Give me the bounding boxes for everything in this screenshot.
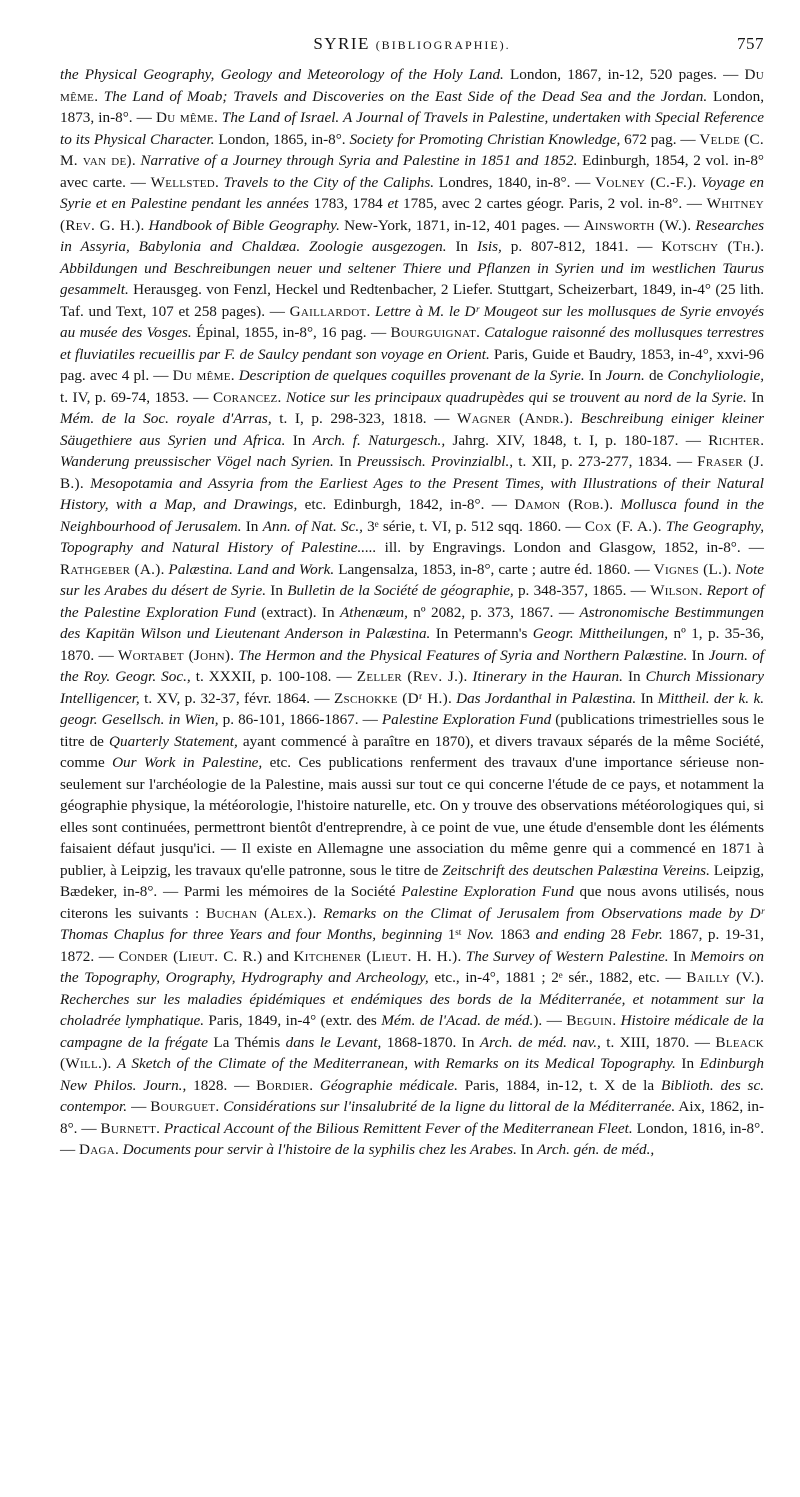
- author-name: Zschokke (Dʳ H.): [333, 689, 448, 707]
- work-title: Memoirs on the Topography, Orography, Hydrography and Archeology,: [60, 947, 765, 986]
- citation-text: .: [215, 173, 224, 191]
- work-title: Remarks on the Climat of Jerusalem from Observations made by Dʳ Thomas Chaplus for three Years and four Months, beginning: [60, 904, 764, 943]
- citation-text: .: [447, 689, 457, 707]
- work-title: Arch. f. Naturgesch.,: [312, 431, 446, 449]
- author-name: Burnett: [100, 1119, 157, 1137]
- work-title: Mesopotamia and Assyria from the Earliest Ages to the Present Times, with Illustrations of their Natural History, with a Map, and Drawings,: [60, 474, 764, 513]
- author-name: Wellsted: [150, 173, 216, 191]
- page-number: 757: [737, 34, 764, 53]
- work-title: Church Missionary Intelligencer,: [60, 668, 765, 707]
- citation-text: In: [516, 1141, 538, 1158]
- citation-text: .: [609, 496, 621, 513]
- citation-text: t. XIII, 1870. —: [600, 1033, 716, 1051]
- citation-text: In: [266, 582, 288, 599]
- citation-text: 1828. —: [186, 1076, 257, 1094]
- citation-text: .: [657, 517, 666, 535]
- work-title: Description de quelques coquilles provenant de la Syrie.: [238, 367, 585, 384]
- citation-text: .: [698, 582, 707, 599]
- citation-text: 1868-1870. In: [381, 1033, 480, 1051]
- work-title: Considérations sur l'insalubrité de la ligne du littoral de la Méditerranée.: [223, 1098, 676, 1115]
- work-title: the Physical Geography, Geology and Meteorology of the Holy Land.: [60, 66, 504, 83]
- work-title: Journ.: [605, 367, 645, 384]
- citation-text: 3ᵉ série, t. VI, p. 512 sqq. 1860. —: [362, 517, 585, 535]
- author-name: Gaillardot: [289, 302, 367, 320]
- citation-text: London, 1816, in-8°. —: [60, 1119, 764, 1158]
- work-title: Edinburgh New Philos. Journ.,: [60, 1055, 764, 1094]
- citation-text: Paris, Guide et Baudry, 1853, in-4°, xxvi-96 pag. avec 4 pl. —: [60, 345, 764, 384]
- citation-text: and: [262, 947, 294, 965]
- citation-text: t. IV, p. 69-74, 1853. —: [60, 388, 213, 406]
- citation-text: In: [285, 431, 313, 449]
- citation-text: t. I, p. 298-323, 1818. —: [271, 410, 458, 427]
- work-title: The Survey of Western Palestine.: [465, 947, 669, 965]
- work-title: Athenæum,: [339, 603, 408, 621]
- citation-text: 672 pag. —: [620, 130, 700, 148]
- citation-text: In: [333, 453, 357, 470]
- citation-text: nº 2082, p. 373, 1867. —: [407, 603, 580, 621]
- author-name: Du même: [172, 367, 231, 384]
- work-title: Practical Account of the Bilious Remittent Fever of the Mediterranean Fleet.: [163, 1119, 633, 1137]
- citation-text: In: [622, 668, 646, 685]
- work-title: Das Jordanthal in Palæstina.: [456, 689, 637, 707]
- work-title: Researches in Assyria, Babylonia and Chaldæa. Zoologie ausgezogen.: [60, 216, 765, 255]
- citation-text: que nous avons utilisés, nous citerons les suivants :: [60, 883, 764, 922]
- citation-text: In: [584, 367, 606, 384]
- citation-text: Langensalza, 1853, in-8°, carte ; autre éd. 1860. —: [334, 560, 654, 578]
- work-title: et: [387, 195, 399, 212]
- author-name: Du même: [60, 66, 764, 105]
- citation-text: (extract). In: [255, 603, 340, 621]
- citation-text: .: [230, 367, 239, 384]
- author-name: Whitney (Rev. G. H.): [60, 195, 764, 234]
- work-title: Histoire médicale de la campagne de la frégate: [60, 1012, 765, 1051]
- citation-text: Paris, 1849, in-4° (extr. des: [204, 1012, 382, 1029]
- author-name: Beguin: [566, 1012, 613, 1029]
- author-name: Bourguignat: [390, 324, 477, 341]
- author-name: Rathgeber (A.): [60, 560, 161, 578]
- citation-text: London, 1865, in-8°.: [214, 130, 350, 148]
- work-title: Wanderung preussischer Vögel nach Syrien.: [60, 453, 334, 470]
- citation-text: .: [463, 668, 473, 685]
- work-title: Palæstina. Land and Work.: [168, 560, 335, 578]
- work-title: Biblioth. des sc. contempor.: [60, 1076, 765, 1115]
- author-name: Wagner (Andr.): [457, 410, 570, 427]
- work-title: Preussisch. Provinzialbl.,: [356, 453, 514, 470]
- author-name: Corancez: [213, 388, 278, 406]
- author-name: Zeller (Rev. J.): [356, 668, 464, 685]
- citation-text: etc. Edinburgh, 1842, in-8°. —: [297, 496, 515, 513]
- work-title: Notice sur les principaux quadrupèdes qui se trouvent au nord de la Syrie.: [285, 388, 747, 406]
- citation-text: .: [309, 1076, 320, 1094]
- work-title: Journ. of the Roy. Geogr. Soc.,: [60, 646, 765, 685]
- work-title: Beschreibung einiger kleiner Säugethiere aus Syrien und Africa.: [60, 410, 764, 449]
- citation-text: .: [160, 560, 169, 578]
- citation-text: La Thémis: [207, 1033, 286, 1051]
- work-title: Febr.: [631, 926, 663, 943]
- work-title: Astronomische Bestimmungen des Kapitän Wilson und Lieutenant Anderson in Palæstina.: [60, 603, 764, 642]
- citation-text: p. 348-357, 1865. —: [513, 582, 651, 599]
- work-title: Mollusca found in the Neighbourhood of Jerusalem.: [60, 496, 764, 535]
- running-title-subtitle: (BIBLIOGRAPHIE).: [375, 38, 511, 52]
- citation-text: .: [94, 87, 104, 105]
- citation-text: .: [215, 1098, 224, 1115]
- citation-text: .: [476, 324, 485, 341]
- citation-text: Jahrg. XIV, 1848, t. I, p. 180-187. —: [445, 431, 709, 449]
- citation-text: 1ˢᵗ: [442, 926, 467, 943]
- citation-text: .: [140, 216, 149, 234]
- work-title: Handbook of Bible Geography.: [148, 216, 340, 234]
- citation-text: de: [644, 367, 668, 384]
- author-name: Damon (Rob.): [514, 496, 610, 513]
- citation-text: Épinal, 1855, in-8°, 16 pag. —: [191, 324, 391, 341]
- author-name: Kitchener (Lieut. H. H.): [293, 947, 458, 965]
- citation-text: .: [457, 947, 466, 965]
- work-title: and ending: [535, 926, 606, 943]
- citation-text: In: [446, 238, 477, 255]
- citation-text: .: [612, 1012, 621, 1029]
- citation-text: Herausgeg. von Fenzl, Heckel und Redtenbacher, 2 Liefer. Stuttgart, Scheizerbart, 1849, in-4° (25 lith. Taf. und Text, 107 et 258 pages). —: [60, 281, 764, 320]
- author-name: Volney (C.-F.): [595, 173, 693, 191]
- citation-text: .: [230, 646, 239, 664]
- author-name: Bourguet: [150, 1098, 216, 1115]
- citation-text: In: [636, 689, 658, 707]
- work-title: Palestine Exploration Fund: [401, 883, 574, 900]
- work-title: Nov.: [466, 926, 495, 943]
- work-title: Zeitschrift des deutschen Palæstina Vereins.: [442, 861, 710, 879]
- work-title: The Geography, Topography and Natural History of Palestine.....: [60, 517, 764, 556]
- citation-text: New-York, 1871, in-12, 401 pages. —: [339, 216, 584, 234]
- citation-text: ill. by Engravings. London and Glasgow, 1852, in-8°. —: [376, 539, 764, 556]
- work-title: Society for Promoting Christian Knowledge,: [349, 130, 621, 148]
- citation-text: .: [114, 1141, 123, 1158]
- citation-text: .: [277, 388, 286, 406]
- work-title: dans le Levant,: [285, 1033, 382, 1051]
- work-title: Quarterly Statement,: [109, 732, 238, 750]
- author-name: Ainsworth (W.): [583, 216, 688, 234]
- work-title: Mittheil. der k. k. geogr. Gesellsch. in Wien,: [60, 689, 764, 728]
- work-title: Itinerary in the Hauran.: [472, 668, 623, 685]
- work-title: The Hermon and the Physical Features of Syria and Northern Palæstine.: [238, 646, 688, 664]
- work-title: Bulletin de la Société de géographie,: [287, 582, 514, 599]
- work-title: Géographie médicale.: [319, 1076, 458, 1094]
- work-title: Abbildungen und Beschreibungen neuer und seltener Thiere und Pflanzen in Syrien und im westlichen Taurus gesammelt.: [60, 259, 764, 298]
- citation-text: ). —: [533, 1012, 567, 1029]
- work-title: Report of the Palestine Exploration Fund: [60, 582, 765, 621]
- citation-text: .: [131, 152, 141, 169]
- citation-text: 1785, avec 2 cartes géogr. Paris, 2 vol. in-8°. —: [398, 195, 707, 212]
- running-title: [58, 34, 766, 54]
- citation-text: nº 1, p. 35-36, 1870. —: [60, 625, 764, 664]
- work-title: Arch. de méd. nav.,: [479, 1033, 601, 1051]
- work-title: Mém. de la Soc. royale d'Arras,: [60, 410, 272, 427]
- citation-text: p. 807-812, 1841. —: [501, 238, 662, 255]
- citation-text: t. XXXII, p. 100-108. —: [190, 668, 357, 685]
- bibliography-text: [60, 64, 764, 1161]
- citation-text: 1783, 1784: [308, 195, 388, 212]
- citation-text: Edinburgh, 1854, 2 vol. in-8° avec carte. —: [60, 152, 764, 191]
- citation-text: .: [107, 1055, 117, 1072]
- work-title: Conchyliologie,: [667, 367, 765, 384]
- work-title: Lettre à M. le Dʳ Mougeot sur les mollusques de Syrie envoyés au musée des Vosges.: [60, 302, 764, 341]
- author-name: Cox (F. A.): [584, 517, 658, 535]
- author-name: Bleack (Will.): [60, 1033, 764, 1072]
- work-title: The Land of Moab; Travels and Discoveries on the East Side of the Dead Sea and the Jordan.: [103, 87, 708, 105]
- citation-text: t. XV, p. 32-37, févr. 1864. —: [139, 689, 334, 707]
- work-title: Geogr. Mittheilungen,: [532, 625, 669, 642]
- citation-text: .: [760, 969, 764, 986]
- citation-text: Londres, 1840, in-8°. —: [434, 173, 596, 191]
- work-title: Recherches sur les maladies épidémiques et endémiques des bords de la Méditerranée, et notamment sur la choladrée lymphatique.: [60, 990, 764, 1029]
- author-name: Kotschy (Th.): [661, 238, 761, 255]
- citation-text: London, 1867, in-12, 520 pages. —: [503, 66, 745, 83]
- citation-text: In: [746, 388, 765, 406]
- author-name: Vignes (L.): [653, 560, 728, 578]
- citation-text: —: [127, 1098, 151, 1115]
- work-title: Narrative of a Journey through Syria and Palestine in 1851 and 1852.: [140, 152, 578, 169]
- author-name: Bailly (V.): [686, 969, 761, 986]
- citation-text: etc., in-4°, 1881 ; 2ᵉ sér., 1882, etc. —: [428, 969, 687, 986]
- citation-text: .: [366, 302, 376, 320]
- bibliography-paragraph: [60, 64, 764, 1161]
- citation-text: Aix, 1862, in-8°. —: [60, 1098, 765, 1137]
- citation-text: .: [760, 431, 764, 449]
- work-title: Note sur les Arabes du désert de Syrie.: [60, 560, 765, 599]
- work-title: Mém. de l'Acad. de méd.: [381, 1012, 534, 1029]
- citation-text: Paris, 1884, in-12, t. X de la: [457, 1076, 661, 1094]
- citation-text: .: [79, 474, 91, 492]
- author-name: Buchan (Alex.): [206, 904, 313, 922]
- work-title: Travels to the City of the Caliphs.: [223, 173, 435, 191]
- citation-text: .: [692, 173, 702, 191]
- work-title: Palestine Exploration Fund: [381, 711, 552, 728]
- author-name: Du même: [155, 109, 215, 126]
- author-name: Wilson: [650, 582, 699, 599]
- citation-text: ayant commencé à paraître en 1870), et divers travaux séparés de la même Société, comme: [60, 732, 765, 771]
- citation-text: .: [727, 560, 736, 578]
- work-title: The Land of Israel. A Journal of Travels in Palestine, undertaken with Special Reference to its Physical Character.: [60, 109, 764, 148]
- citation-text: .: [760, 238, 764, 255]
- author-name: Fraser (J. B.): [60, 453, 764, 492]
- work-title: Isis,: [476, 238, 502, 255]
- work-title: Documents pour servir à l'histoire de la syphilis chez les Arabes.: [122, 1141, 517, 1158]
- work-title: Our Work in Palestine,: [112, 754, 263, 771]
- citation-text: In: [668, 947, 691, 965]
- citation-text: In Petermann's: [430, 625, 533, 642]
- author-name: Velde (C. M. van de): [60, 130, 764, 169]
- running-head: [58, 34, 766, 56]
- work-title: Voyage en Syrie et en Palestine pendant les années: [60, 173, 765, 212]
- citation-text: .: [687, 216, 696, 234]
- citation-text: .: [156, 1119, 164, 1137]
- author-name: Bordier: [256, 1076, 310, 1094]
- running-title-main: SYRIE: [313, 34, 370, 53]
- citation-text: .: [214, 109, 222, 126]
- work-title: Arch. gén. de méd.,: [537, 1141, 655, 1158]
- citation-text: In: [241, 517, 263, 535]
- citation-text: 1867, p. 19-31, 1872. —: [60, 926, 765, 965]
- citation-text: Leipzig, Bædeker, in-8°. — Parmi les mémoires de la Société: [60, 861, 764, 900]
- citation-text: 1863: [494, 926, 536, 943]
- citation-text: 28: [605, 926, 632, 943]
- author-name: Wortabet (John): [118, 646, 231, 664]
- work-title: A Sketch of the Climate of the Mediterranean, with Remarks on its Medical Topography.: [116, 1055, 676, 1072]
- author-name: Conder (Lieut. C. R.): [118, 947, 263, 965]
- author-name: Richter: [708, 431, 761, 449]
- work-title: Catalogue raisonné des mollusques terrestres et fluviatiles recueillis par F. de Saulcy pendant son voyage en Orient.: [60, 324, 764, 363]
- citation-text: (publications trimestrielles sous le titre de: [60, 711, 764, 750]
- citation-text: t. XII, p. 273-277, 1834. —: [513, 453, 698, 470]
- citation-text: .: [569, 410, 581, 427]
- citation-text: p. 86-101, 1866-1867. —: [218, 711, 382, 728]
- citation-text: etc. Ces publications renferment des travaux d'une importance sérieuse non-seulement sur l'archéologie de la Palestine, mais aussi sur tout ce qui concerne l'étude de ce pays, et notamment la géographie physique, la météorologie, l'histoire naturelle, etc. On y trouve des observations météorologiques qui, si elles sont continuées, permettront bientôt d'entreprendre, à ce point de vue, une étude d'ensemble dont les éléments faisaient défaut jusqu'ici. — Il existe en Allemagne une association du même genre qui a commencé en 1871 à publier, à Leipzig, les travaux qu'elle patronne, sous le titre de: [60, 754, 765, 879]
- work-title: Ann. of Nat. Sc.,: [262, 517, 363, 535]
- citation-text: London, 1873, in-8°. —: [60, 87, 764, 126]
- citation-text: .: [312, 904, 324, 922]
- citation-text: In: [687, 646, 709, 664]
- citation-text: In: [675, 1055, 700, 1072]
- author-name: Daga: [78, 1141, 115, 1158]
